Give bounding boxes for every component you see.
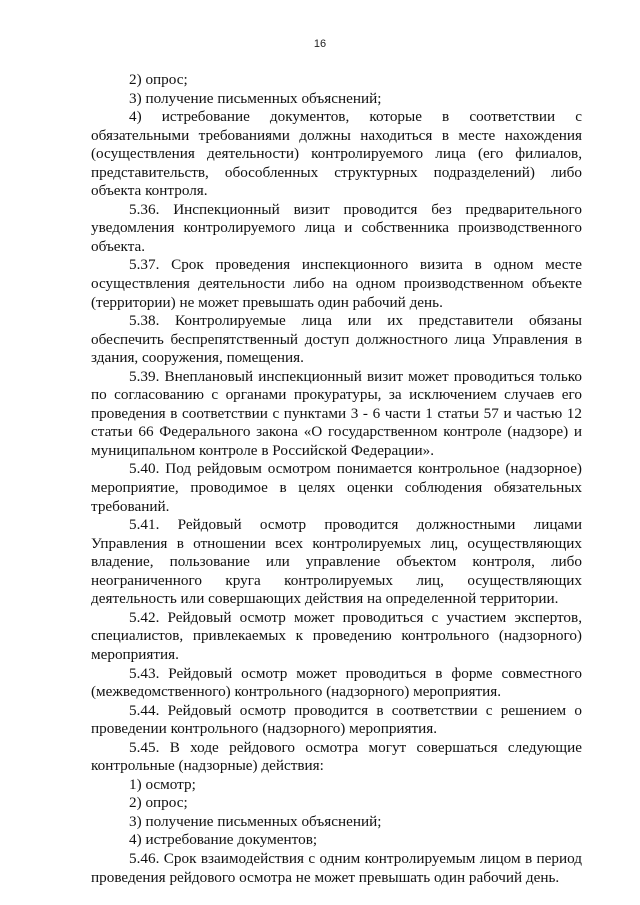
list-item-written-explanations: 3) получение письменных объяснений; xyxy=(129,89,382,107)
clause-5-43: 5.43. Рейдовый осмотр может проводиться в форме совместного (межведомственного) контрольного (надзорного) мероприятия. xyxy=(91,664,582,701)
clause-5-44: 5.44. Рейдовый осмотр проводится в соответствии с решением о проведении контрольного (надзорного) мероприятия. xyxy=(91,701,582,738)
clause-5-45: 5.45. В ходе рейдового осмотра могут совершаться следующие контрольные (надзорные) действия: xyxy=(91,738,582,775)
clause-5-46: 5.46. Срок взаимодействия с одним контролируемым лицом в период проведения рейдового осмотра не может превышать один рабочий день. xyxy=(91,849,582,886)
document-body xyxy=(91,71,582,887)
list-item-inspection: 1) осмотр; xyxy=(129,775,196,793)
clause-5-36: 5.36. Инспекционный визит проводится без предварительного уведомления контролируемого лица и собственника производственного объекта. xyxy=(91,200,582,255)
list-item-document-request: 4) истребование документов, которые в соответствии с обязательными требованиями должны находиться в месте нахождения (осуществления деятельности) контролируемого лица (его филиалов, представительств, обособленных структурных подразделений) либо объекта контроля. xyxy=(91,108,582,200)
list-item-survey-2: 2) опрос; xyxy=(129,794,188,812)
clause-5-41: 5.41. Рейдовый осмотр проводится должностными лицами Управления в отношении всех контролируемых лиц, осуществляющих владение, пользование или управление объектом контроля, либо неограниченного круга контролируемых лиц, осуществляющих деятельность или совершающих действия на определенной территории. xyxy=(91,516,582,608)
page-number: 16 xyxy=(313,38,327,50)
list-item-survey: 2) опрос; xyxy=(129,71,188,88)
clause-5-42: 5.42. Рейдовый осмотр может проводиться с участием экспертов, специалистов, привлекаемых к проведению контрольного (надзорного) мероприятия. xyxy=(91,608,582,663)
list-item-document-request-2: 4) истребование документов; xyxy=(129,831,318,849)
clause-5-39: 5.39. Внеплановый инспекционный визит может проводиться только по согласованию с органами прокуратуры, за исключением случаев его проведения в соответствии с пунктами 3 - 6 части 1 статьи 57 и частью 12 статьи 66 Федерального закона «О государственном контроле (надзоре) и муниципальном контроле в Российской Федерации». xyxy=(91,367,582,459)
clause-5-37: 5.37. Срок проведения инспекционного визита в одном месте осуществления деятельности либо на одном производственном объекте (территории) не может превышать один рабочий день. xyxy=(91,256,582,311)
list-item-written-explanations-2: 3) получение письменных объяснений; xyxy=(129,812,382,830)
clause-5-40: 5.40. Под рейдовым осмотром понимается контрольное (надзорное) мероприятие, проводимое в целях оценки соблюдения обязательных требований. xyxy=(91,460,582,515)
clause-5-38: 5.38. Контролируемые лица или их представители обязаны обеспечить беспрепятственный доступ должностного лица Управления в здания, сооружения, помещения. xyxy=(91,312,582,367)
